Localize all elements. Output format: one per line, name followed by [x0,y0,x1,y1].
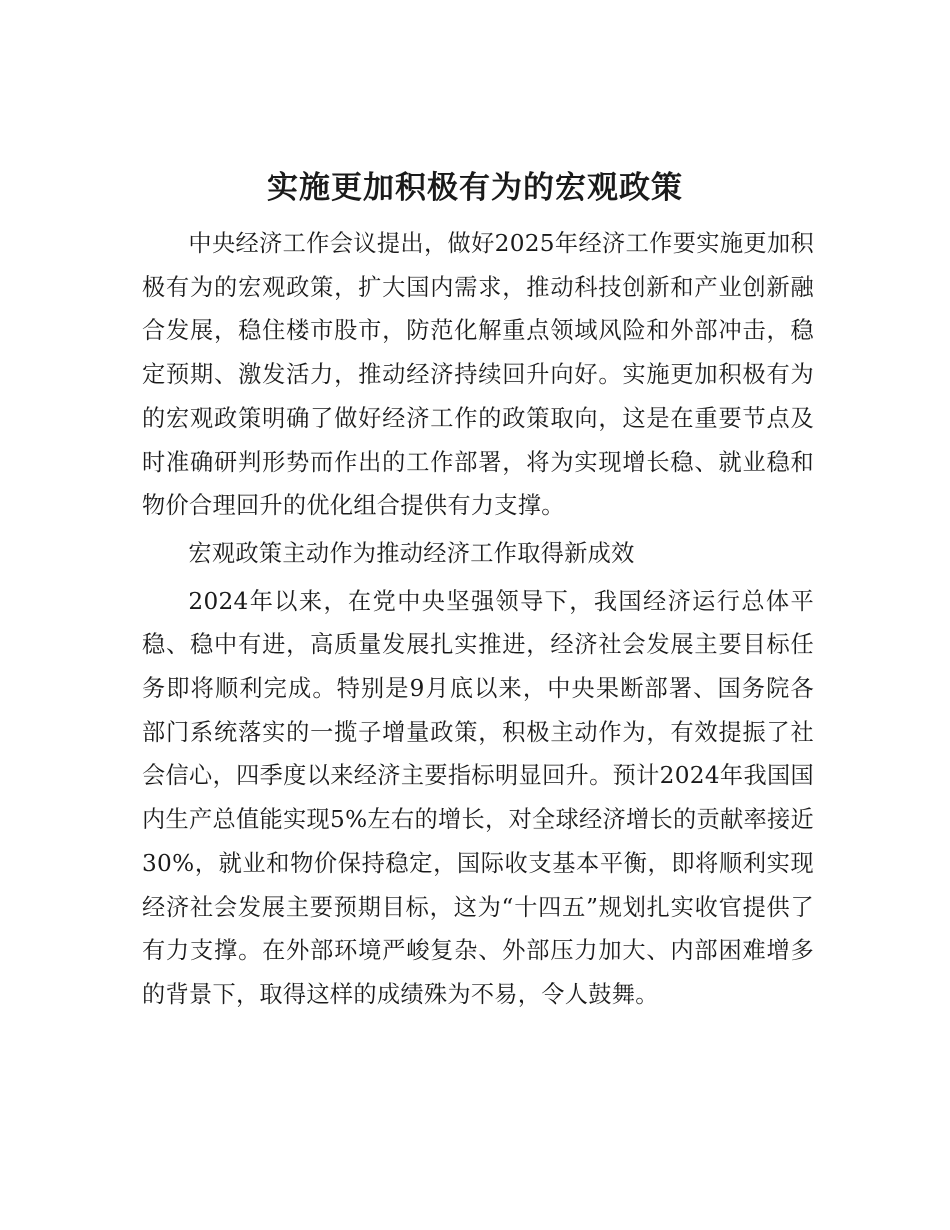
section-subheading: 宏观政策主动作为推动经济工作取得新成效 [188,539,635,567]
paragraph-intro: 中央经济工作会议提出，做好2025年经济工作要实施更加积极有为的宏观政策，扩大国内需求，推动科技创新和产业创新融合发展，稳住楼市股市，防范化解重点领域风险和外部冲击，稳定预期、激发活力，推动经济持续回升向好。实施更加积极有为的宏观政策明确了做好经济工作的政策取向，这是在重要节点及时准确研判形势而作出的工作部署，将为实现增长稳、就业稳和物价合理回升的优化组合提供有力支撑。 [142,230,814,520]
document-title: 实施更加积极有为的宏观政策 [267,170,683,206]
document-body [142,222,814,1017]
paragraph-2024-review: 2024年以来，在党中央坚强领导下，我国经济运行总体平稳、稳中有进，高质量发展扎实推进，经济社会发展主要目标任务即将顺利完成。特别是9月底以来，中央果断部署、国务院各部门系统落实的一揽子增量政策，积极主动作为，有效提振了社会信心，四季度以来经济主要指标明显回升。预计2024年我国国内生产总值能实现5%左右的增长，对全球经济增长的贡献率接近30%，就业和物价保持稳定，国际收支基本平衡，即将顺利实现经济社会发展主要预期目标，这为“十四五”规划扎实收官提供了有力支撑。在外部环境严峻复杂、外部压力加大、内部困难增多的背景下，取得这样的成绩殊为不易，令人鼓舞。 [142,587,814,1008]
